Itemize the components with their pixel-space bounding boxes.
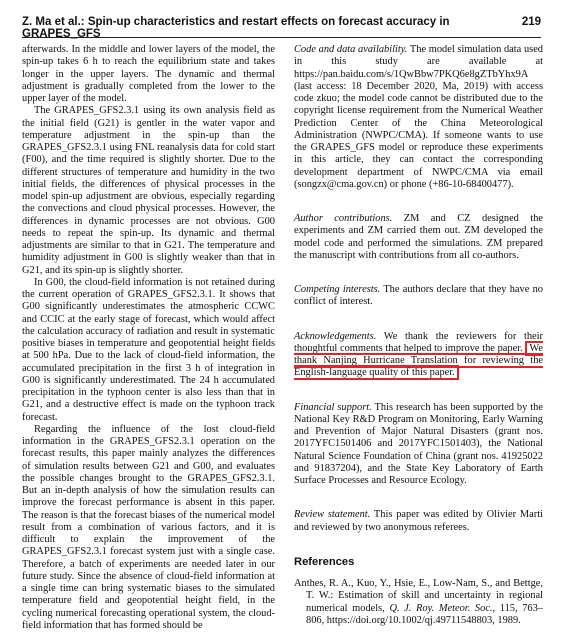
right-column [294,44,543,627]
references-heading: References [294,555,355,568]
section-text: We thank the reviewers for their thoughtful comments that helped to improve the paper. [294,330,543,354]
header-rule [22,37,541,38]
section-label: Author contributions. [294,213,393,224]
author-contributions-section [294,213,543,262]
section-label: Acknowledgements. [294,330,377,342]
section-text: The model simulation data used in this study are available at https://pan.baidu.com/s/1QwBbw7PKQ6e8gZTbYhx9A (last access: 18 December 2020, Ma, 2019) with access code zkuo; the model code cannot be distributed due to the copyright license requirement from the Numerical Weather Prediction Center of the China Meteorological Administration (NWPC/CMA). If someone wants to use the GRAPES_GFS model or reproduce these experiments in this article, they can contact the corresponding development department of NWPC/CMA via email (songzx@cma.gov.cn) or phone (+86-10-68400477). [294,44,543,190]
section-text: The authors declare that they have no conflict of interest. [294,284,543,308]
competing-interests-section [294,284,543,309]
acknowledgements-section [294,331,543,380]
highlighted-sentence: We thank Nanjing Hurricane Translation for reviewing the English-language quality of this paper. [294,342,543,379]
section-label: Code and data availability. [294,44,408,55]
journal-name: Q. J. Roy. Meteor. Soc. [389,602,493,614]
left-column [22,44,275,632]
section-label: Competing interests. [294,284,381,295]
section-text: ZM and CZ designed the experiments and ZM carried them out. ZM developed the model code and performed the simulations. ZM prepared the manuscript with contributions from all co-authors. [294,213,544,261]
financial-support-section [294,402,543,488]
section-text: This paper was edited by Olivier Marti and reviewed by two anonymous referees. [294,509,543,533]
reference-entry: Anthes, R. A., Kuo, Y., Hsie, E., Low-Nam, S., and Bettge, T. W.: Estimation of skill and uncertainty in regional numerical models, Q. J. Roy. Meteor. Soc., 115, 763–806, https://doi.org/10.1002/qj.49711548803, 1989. [294,578,543,626]
paragraph: Regarding the influence of the lost cloud-field information in the GRAPES_GFS2.3.1 operation on the forecast results, this paper mainly analyzes the differences of simulation results between G21 and G00, and evaluates the possible changes brought to the GRAPES_GFS2.3.1. But an in-depth analysis of how the simulation results can improve the forecast performance is absent in this paper. The reason is that the forecast biases of the numerical model result from a combination of various factors, and it is difficult to explain the improvement of the GRAPES_GFS2.3.1 forecast system just with a single case. Therefore, a batch of experiments are needed later in our future study. Since the absence of cloud-field information at a single time can bring systematic biases to the simulated temperature field and geopotential height field, in the cycling numerical forecasting operational system, the cloud-field information that has formed should be [22,423,275,631]
header-title: Z. Ma et al.: Spin-up characteristics and restart effects on forecast accuracy in GRAPES_GFS [22,16,450,40]
page-number: 219 [521,16,541,28]
paragraph: afterwards. In the middle and lower layers of the model, the spin-up takes 6 h to reach the equilibrium state and takes longer in the upper layers. The dynamic and thermal adjustment is gradually completed from the lower to the upper layer of the model. [22,44,275,104]
paragraph: In G00, the cloud-field information is not retained during the current operation of GRAPES_GFS2.3.1. It shows that G00 significantly underestimates the atmospheric CCWC and CCIC at the early stage of forecast, which would affect the calculation accuracy of radiation and result in systematic positive biases in temperature and geopotential height fields at 500 hPa. Due to the lack of cloud-field information, the accumulated precipitation in the first 3 h of integration in G00 is significantly underestimated. The 24 h accumulated precipitation in the typhoon center is also less than that in G21, and a destructive effect is made on the typhoon track forecast. [22,276,275,423]
code-availability-section [294,44,543,191]
section-label: Review statement. [294,509,371,521]
section-label: Financial support. [294,401,372,413]
running-header [22,16,541,40]
section-text: This research has been supported by the National Key R&D Program on Monitoring, Early Warning and Prevention of Major Natural Disasters (grant nos. 2017YFC1501406 and 2017YFC1501403), the National Natural Science Foundation of China (grant nos. 41925022 and 91837204), and the State Key Laboratory of Earth Surface Processes and Resource Ecology. [294,401,543,486]
review-statement-section [294,509,543,534]
paragraph: The GRAPES_GFS2.3.1 using its own analysis field as the initial field (G21) is gentler in the water vapor and temperature adjustment in the spin-up than the GRAPES_GFS2.3.1 using FNL reanalysis data for cold start (F00), and the time required is slightly shorter. Due to the different structures of temperature and humidity in the two initial fields, the differences of physical processes in the model spin-up adjustment are obvious, especially regarding the convections and cloud physical processes. However, the differences in dynamic processes are not obvious. G00 needs to repeat the spin-up. Its dynamic and thermal adjustments are similar to that in G21. The temperature and humidity adjustment in G00 is slightly weaker than that in G21, and its spin-up is slightly shorter. [22,105,275,276]
